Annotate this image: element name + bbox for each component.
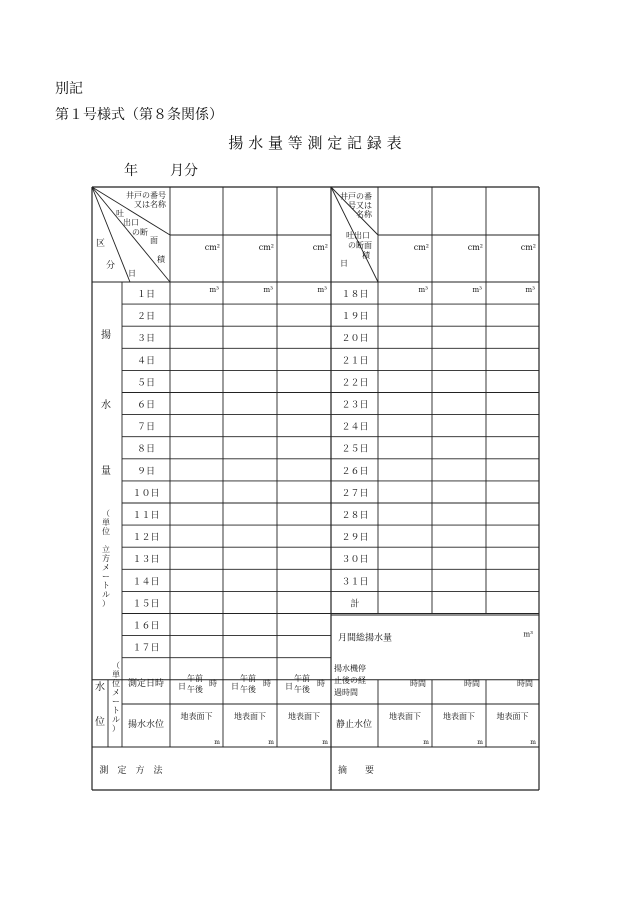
gozen-label: 午前	[294, 674, 310, 683]
water-unit-char: 位	[112, 679, 120, 688]
day-label-right: ２６日	[341, 466, 369, 477]
unit-m: m	[477, 739, 483, 746]
day-label-left: ９日	[136, 466, 156, 477]
below-ground-label: 地表面下	[496, 712, 529, 721]
day-label-left: １４日	[132, 577, 160, 588]
gozen-label: 午前	[187, 674, 203, 683]
day-label-right: ３０日	[341, 555, 369, 566]
measure-datetime-label: 測定日時	[127, 679, 165, 689]
corner-right-outlet-label: 吐出口	[346, 231, 370, 240]
gogo-label: 午後	[187, 685, 203, 694]
water-unit-char: 単	[112, 670, 120, 679]
unit-area: cm²	[312, 243, 328, 252]
below-ground-label: 地表面下	[234, 712, 266, 721]
stop-elapsed-label: 過時間	[334, 688, 358, 697]
day-label-right: ２２日	[341, 378, 369, 389]
gozen-label: 午前	[240, 674, 256, 683]
month-label: 月分	[170, 163, 198, 179]
hours-label: 時間	[517, 679, 533, 688]
method-label: 測 定 方 法	[99, 766, 163, 776]
pump-unit-char: ー	[102, 572, 110, 581]
unit-m: m	[214, 739, 220, 746]
day-label-right: １９日	[341, 312, 369, 323]
below-ground-label: 地表面下	[389, 712, 421, 721]
day-label-left: １５日	[132, 599, 160, 610]
below-ground-label: 地表面下	[288, 712, 320, 721]
day-label-left: １７日	[132, 643, 160, 654]
summary-label: 摘 要	[338, 766, 375, 776]
pump-level-label: 揚水水位	[127, 720, 165, 730]
day-label-left: ６日	[136, 400, 156, 411]
unit-volume: m³	[525, 286, 535, 294]
unit-m: m	[530, 739, 536, 746]
day-label-left: ４日	[136, 356, 156, 367]
day-char: 日	[178, 682, 186, 691]
day-label-right: ３１日	[341, 577, 369, 588]
day-label-right: ２８日	[341, 511, 369, 521]
gogo-label: 午後	[294, 685, 310, 694]
pump-unit-char: 位	[102, 527, 110, 536]
corner-well-label: 井戸の番号	[126, 191, 166, 200]
below-ground-label: 地表面下	[180, 712, 213, 721]
unit-m: m	[423, 739, 429, 746]
unit-area: cm²	[520, 243, 536, 252]
stop-elapsed-label: 揚水機停	[334, 664, 366, 673]
corner-outlet-label: の断	[132, 228, 148, 237]
day-label-right: ２９日	[341, 533, 369, 544]
water-unit-char: ）	[112, 724, 120, 733]
corner-right-well-label: 名称	[356, 210, 372, 219]
unit-volume: m³	[418, 286, 428, 294]
hour-char: 時	[317, 679, 325, 688]
day-label-left: ２日	[136, 312, 156, 323]
unit-volume: m³	[263, 286, 273, 294]
water-level-char: 水	[95, 682, 105, 693]
day-label-left: ７日	[136, 422, 156, 433]
pump-unit-char: （	[102, 509, 110, 518]
water-unit-char: （	[112, 661, 120, 670]
pump-unit-char: 単	[102, 518, 110, 527]
monthly-total-label: 月間総揚水量	[338, 633, 393, 644]
day-label-left: ５日	[136, 378, 156, 389]
unit-area: cm²	[413, 243, 429, 252]
unit-area: cm²	[258, 243, 274, 252]
corner-right-day-label: 日	[340, 259, 348, 268]
day-label-left: １０日	[132, 488, 160, 499]
corner-right-outlet-label: 積	[362, 251, 370, 260]
water-unit-char: ル	[112, 715, 120, 724]
pump-label-char: 量	[101, 466, 111, 477]
day-label-right: ２７日	[341, 488, 369, 499]
day-label-left: １３日	[132, 555, 160, 566]
unit-m: m	[268, 739, 274, 746]
day-label-right: ２３日	[341, 400, 369, 411]
unit-volume: m³	[209, 286, 219, 294]
corner-right-well-label: 号又は	[348, 201, 372, 210]
water-unit-char: ー	[112, 697, 120, 706]
day-label-right: ２５日	[341, 444, 369, 455]
day-label-left: ８日	[136, 444, 156, 455]
corner-right-well-label: 井戸の番	[340, 192, 372, 201]
below-ground-label: 地表面下	[443, 712, 475, 721]
pump-unit-char: 方	[102, 554, 110, 563]
static-level-label: 静止水位	[335, 720, 373, 730]
day-label-left: １日	[136, 290, 156, 300]
corner-outlet-label: 吐	[116, 209, 124, 218]
day-label-right: 計	[350, 599, 360, 610]
hour-char: 時	[263, 679, 271, 688]
pump-unit-char: ）	[102, 599, 110, 608]
corner-well-label: 又は名称	[134, 200, 166, 209]
day-label-left: １６日	[132, 621, 160, 632]
pump-unit-char: ル	[102, 590, 110, 599]
day-label-right: ２０日	[341, 334, 369, 345]
unit-area: cm²	[204, 243, 220, 252]
corner-kubun-label: 分	[106, 261, 116, 271]
water-level-char: 位	[95, 717, 105, 728]
hour-char: 時	[209, 679, 217, 688]
hours-label: 時間	[410, 679, 426, 688]
corner-outlet-label: 面	[150, 236, 158, 245]
form-number: 第１号様式（第８条関係）	[55, 107, 223, 123]
hours-label: 時間	[464, 679, 480, 688]
pump-unit-char: メ	[102, 563, 110, 572]
pump-label-char: 揚	[101, 330, 111, 341]
day-label-right: ２４日	[341, 422, 369, 433]
day-label-right: １８日	[341, 290, 369, 300]
unit-area: cm²	[467, 243, 483, 252]
pump-unit-char: ト	[102, 581, 110, 590]
unit-volume: m³	[472, 286, 482, 294]
day-label-left: ３日	[136, 334, 156, 345]
day-char: 日	[285, 682, 293, 691]
unit-volume: m³	[317, 286, 327, 294]
annex-label: 別記	[55, 81, 83, 97]
unit-volume: m³	[523, 630, 533, 639]
day-char: 日	[231, 682, 239, 691]
page-title: 揚 水 量 等 測 定 記 録 表	[228, 134, 402, 152]
gogo-label: 午後	[240, 685, 256, 694]
corner-kubun-label: 区	[96, 239, 106, 249]
water-unit-char: メ	[112, 688, 120, 697]
corner-outlet-label: 積	[157, 255, 165, 264]
day-label-left: １１日	[132, 511, 160, 521]
pump-unit-char: 立	[102, 545, 110, 554]
pump-label-char: 水	[101, 400, 111, 411]
corner-day-label: 日	[128, 269, 136, 278]
year-label: 年	[124, 163, 138, 179]
unit-m: m	[322, 739, 328, 746]
water-unit-char: ト	[112, 706, 120, 715]
corner-right-outlet-label: の断面	[348, 241, 372, 250]
stop-elapsed-label: 止後の経	[334, 676, 366, 685]
day-label-right: ２１日	[341, 356, 369, 367]
corner-outlet-label: 出口	[123, 218, 139, 227]
day-label-left: １２日	[132, 533, 160, 544]
